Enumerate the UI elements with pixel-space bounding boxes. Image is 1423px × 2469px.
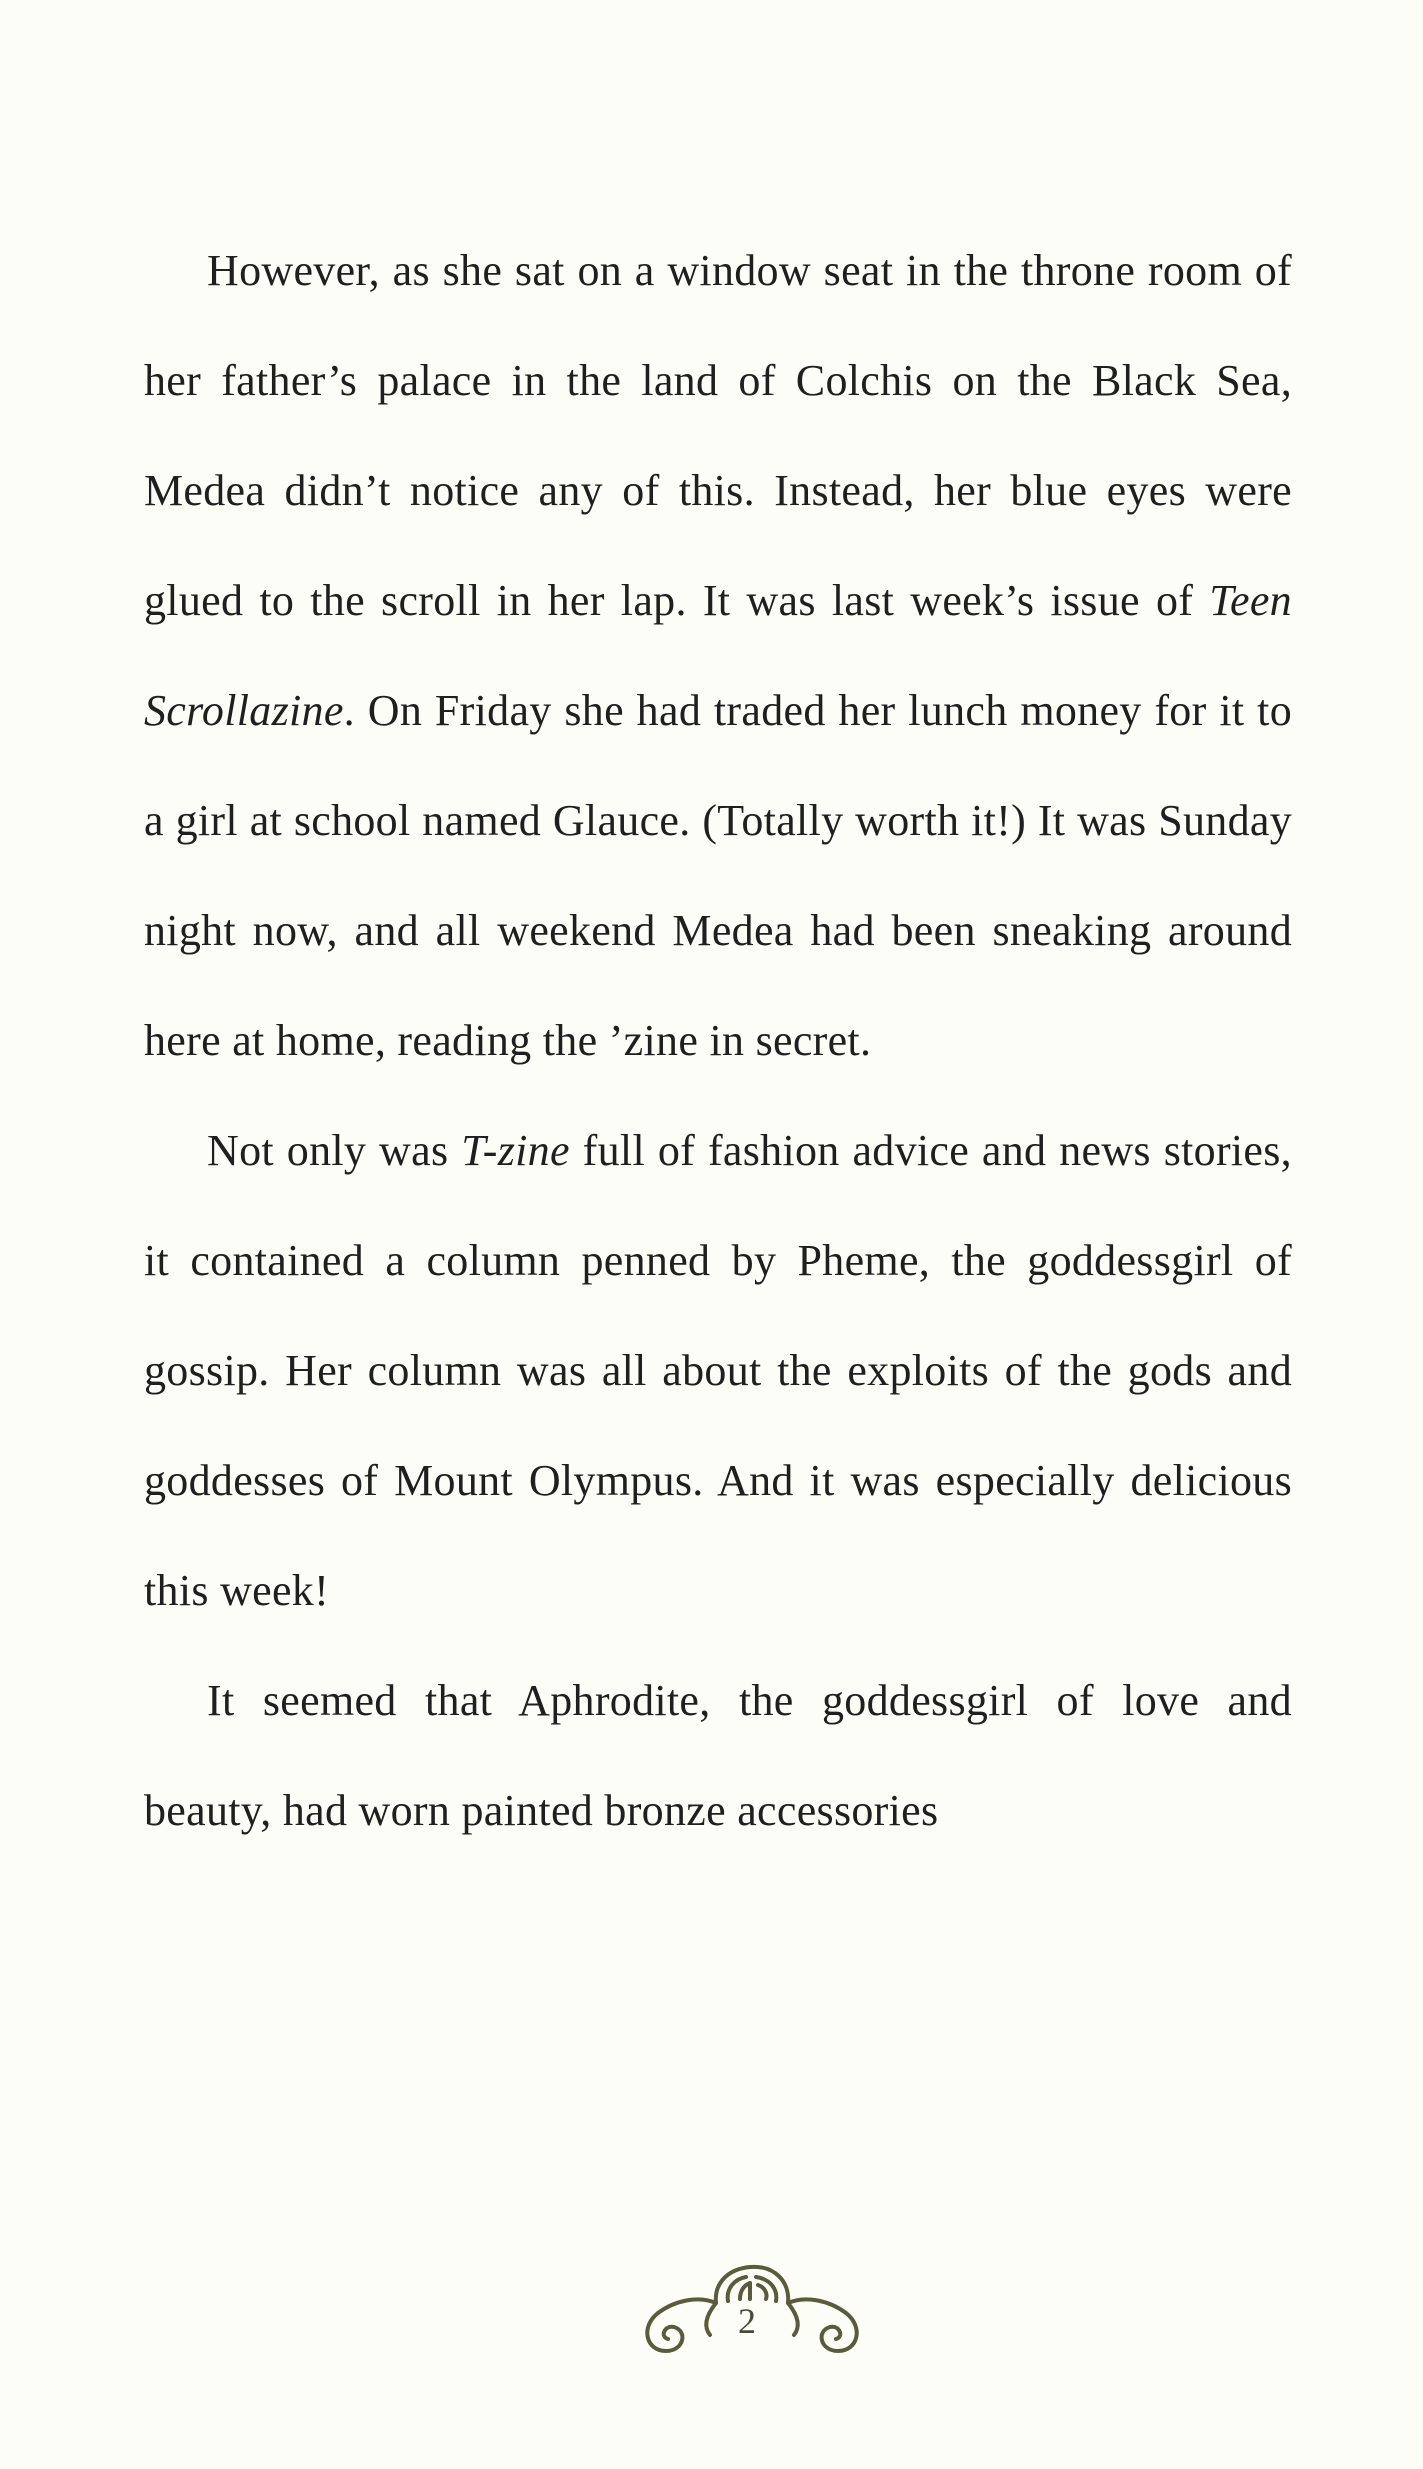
paragraph-3 bbox=[144, 1646, 1292, 1866]
paragraph-1-text-2: . On Friday she had traded her lunch money for it to a girl at school named Glauce. (Totally worth it!) It was Sunday night now, and all weekend Medea had been sneaking around here at home, reading the ’zine in secret. bbox=[144, 686, 1292, 1065]
paragraph-1-text-1: However, as she sat on a window seat in the throne room of her father’s palace in the land of Colchis on the Black Sea, Medea didn’t notice any of this. Instead, her blue eyes were glued to the scroll in her lap. It was last week’s issue of bbox=[144, 246, 1292, 625]
magazine-title: Teen Scrollazine bbox=[144, 576, 1292, 735]
paragraph-2-text-2: full of fashion advice and news stories, it contained a column penned by Pheme, the goddessgirl of gossip. Her column was all about the exploits of the gods and goddesses of Mount Olympus. And it was especially delicious this week! bbox=[144, 1126, 1292, 1615]
paragraph-1 bbox=[144, 216, 1292, 1096]
paragraph-2 bbox=[144, 1096, 1292, 1646]
body-text bbox=[144, 216, 1292, 1866]
page-number: 2 bbox=[738, 2301, 756, 2341]
magazine-short-title: T-zine bbox=[461, 1126, 570, 1175]
paragraph-2-text-1: Not only was bbox=[207, 1126, 462, 1175]
paragraph-3-text-1: It seemed that Aphrodite, the goddessgirl of love and beauty, had worn painted bronze accessories bbox=[144, 1676, 1292, 1835]
